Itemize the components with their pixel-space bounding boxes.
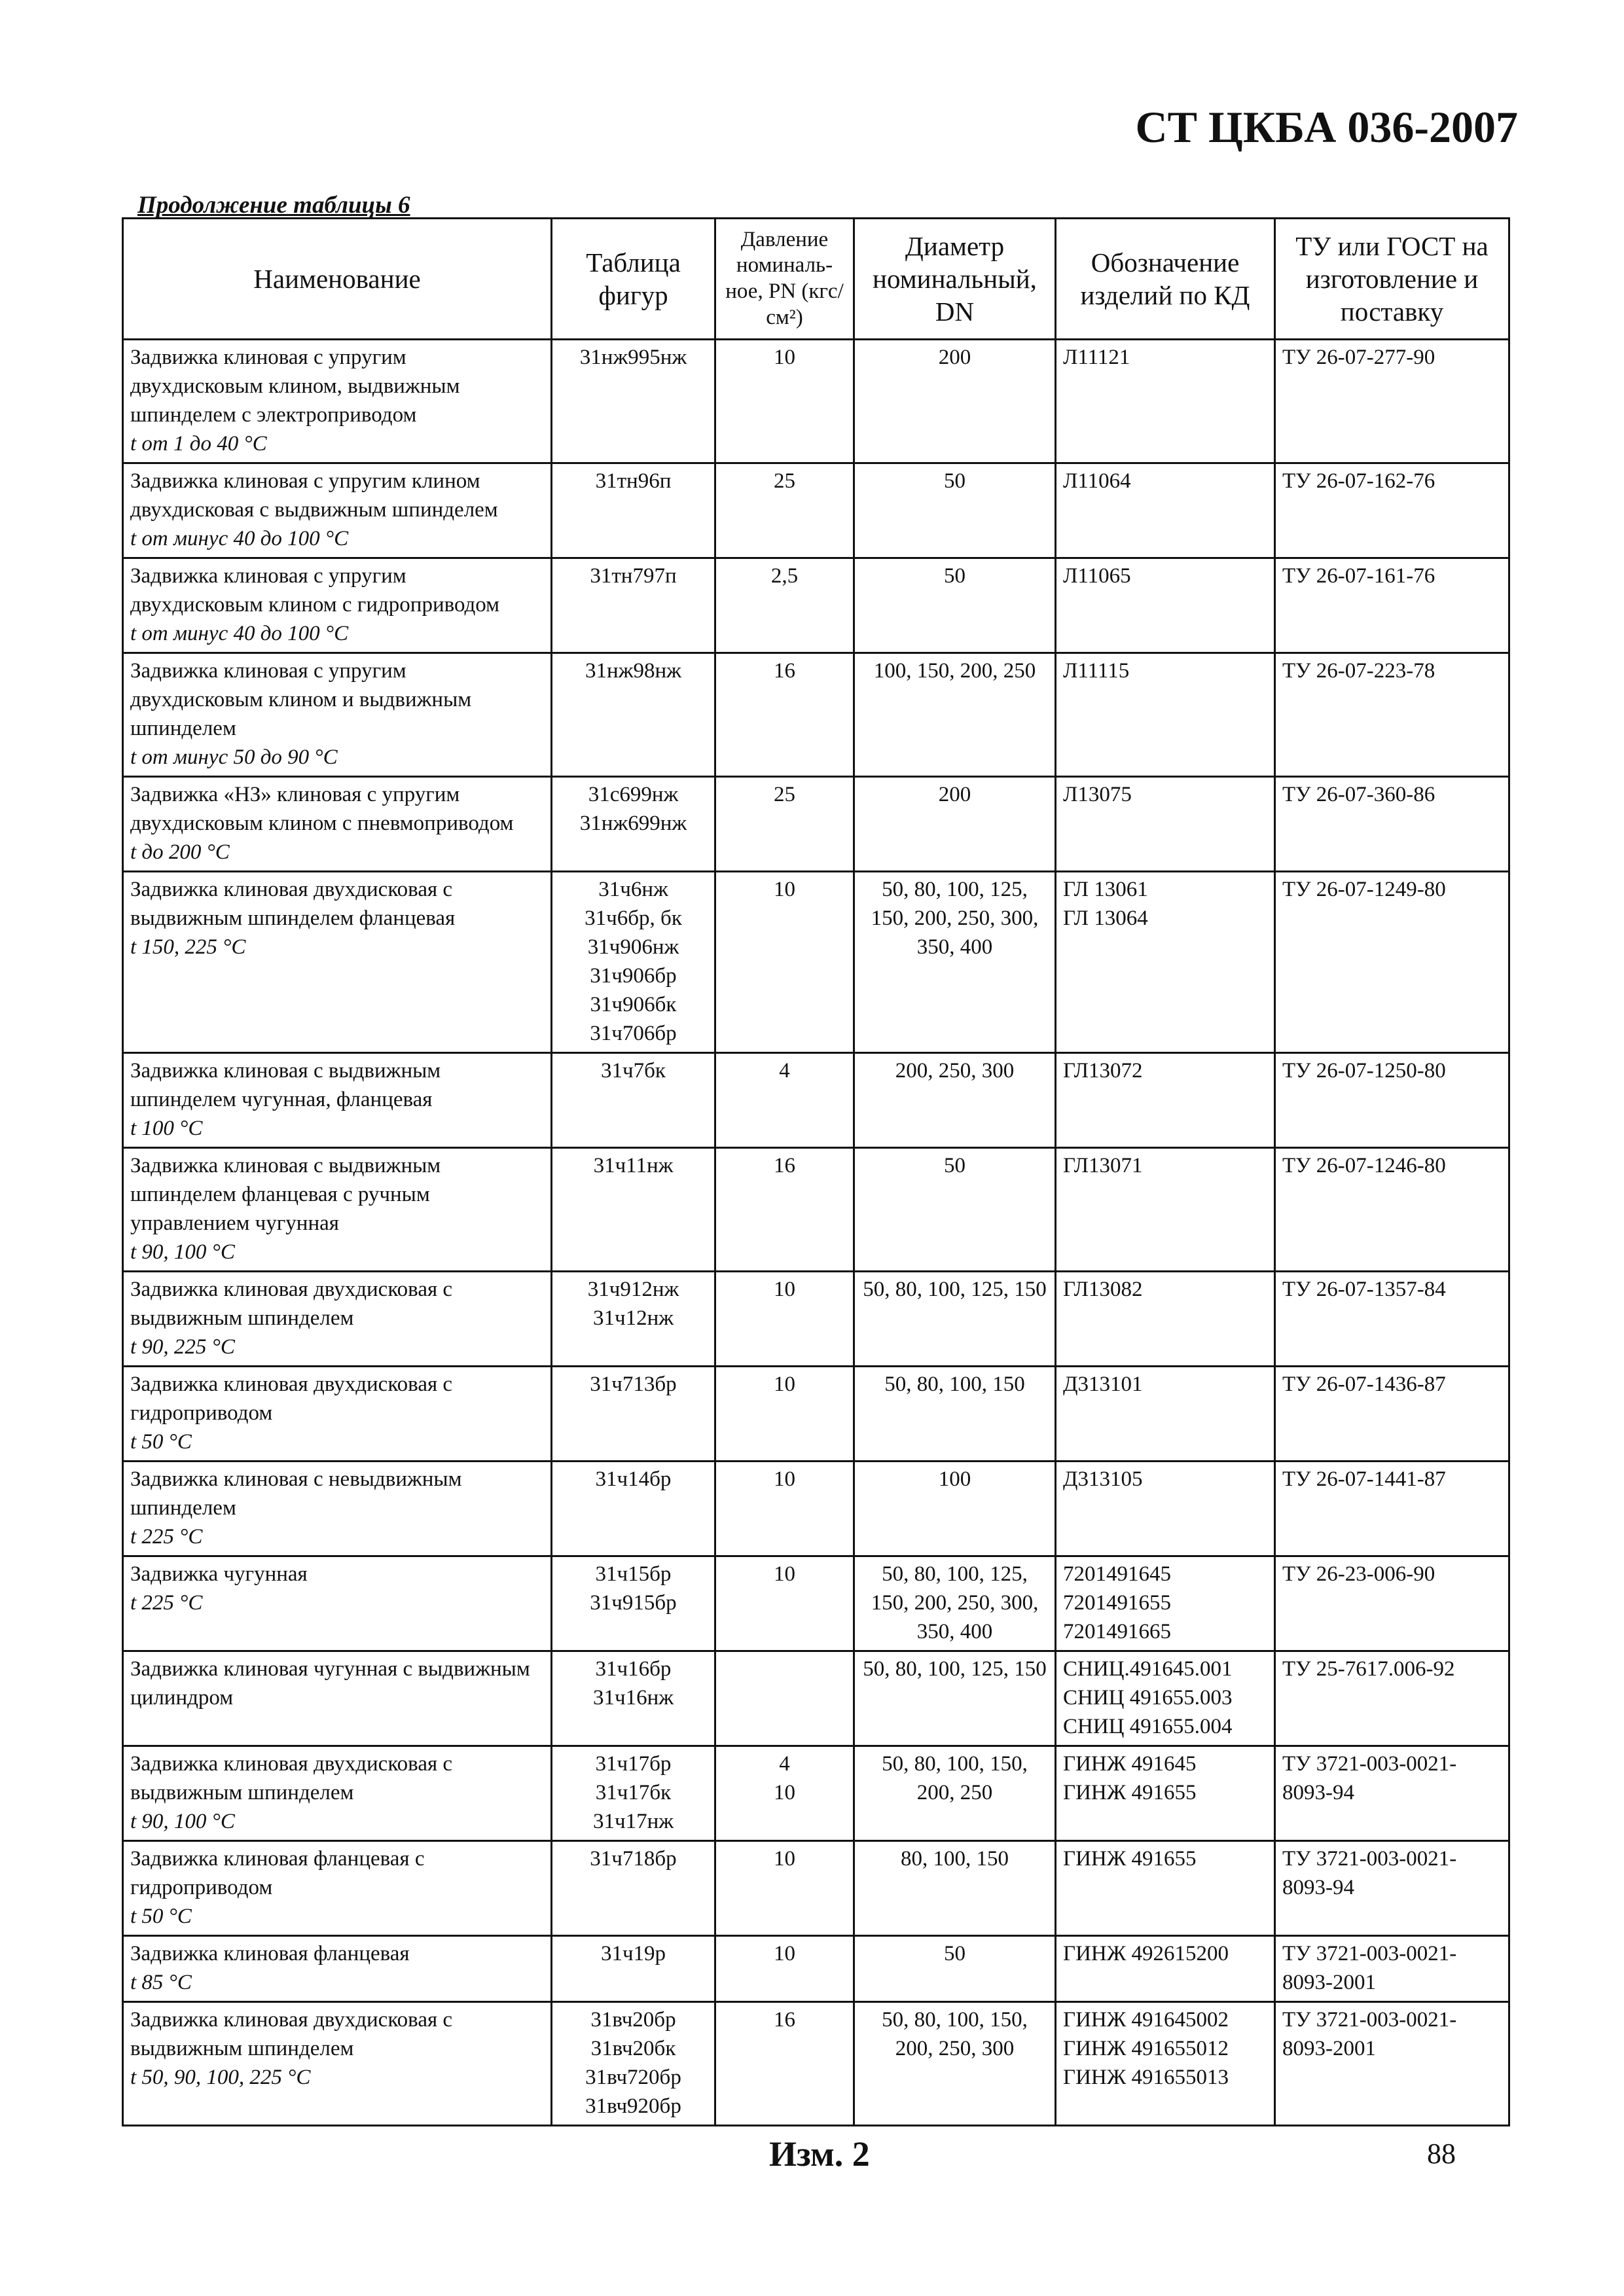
valve-name: Задвижка клиновая двухдисковая с гидроприводом — [130, 1372, 453, 1425]
cell-kd — [1056, 1148, 1275, 1272]
valve-name: Задвижка клиновая фланцевая — [130, 1942, 410, 1965]
cell-pressure-line: 10 — [774, 878, 795, 901]
table-body — [123, 340, 1509, 2126]
cell-name — [123, 1936, 552, 2002]
cell-figures-line: 31ч17бр — [595, 1752, 672, 1776]
cell-pressure — [715, 777, 854, 872]
table-row — [123, 653, 1509, 777]
cell-name — [123, 1053, 552, 1148]
temperature-range: t 50, 90, 100, 225 °С — [130, 2066, 311, 2089]
cell-kd-line: ГИНЖ 491655013 — [1063, 2066, 1229, 2089]
cell-figures-line: 31ч19р — [600, 1942, 666, 1965]
col-header-kd: Обозначение изделий по КД — [1056, 219, 1275, 340]
cell-pressure-line: 10 — [774, 346, 795, 369]
cell-figures-line: 31ч706бр — [590, 1022, 677, 1045]
cell-kd-line: Д313101 — [1063, 1372, 1143, 1396]
cell-kd-line: Л13075 — [1063, 783, 1132, 806]
cell-diameter: 50, 80, 100, 150, 200, 250, 300 — [854, 2002, 1056, 2126]
valve-name: Задвижка чугунная — [130, 1562, 308, 1586]
valve-name: Задвижка клиновая двухдисковая с выдвижным шпинделем фланцевая — [130, 878, 456, 930]
cell-kd-line: Л11121 — [1063, 346, 1130, 369]
valve-name: Задвижка клиновая с упругим двухдисковым клином и выдвижным шпинделем — [130, 659, 472, 740]
cell-kd-line: 7201491645 — [1063, 1562, 1171, 1586]
temperature-range: t 50 °С — [130, 1430, 192, 1454]
cell-figures-line: 31ч14бр — [595, 1467, 672, 1491]
table-row — [123, 1746, 1509, 1841]
cell-figures-line: 31вч20бр — [590, 2008, 676, 2032]
cell-pressure — [715, 1841, 854, 1936]
valve-name: Задвижка «НЗ» клиновая с упругим двухдисковым клином с пневмоприводом — [130, 783, 514, 835]
temperature-range: t 50 °С — [130, 1905, 192, 1928]
cell-diameter: 50 — [854, 1148, 1056, 1272]
cell-pressure — [715, 1462, 854, 1556]
cell-standard: ТУ 26-07-1441-87 — [1275, 1462, 1509, 1556]
cell-kd — [1056, 1053, 1275, 1148]
valve-name: Задвижка клиновая чугунная с выдвижным цилиндром — [130, 1657, 530, 1710]
cell-kd — [1056, 1746, 1275, 1841]
cell-pressure — [715, 1367, 854, 1462]
cell-pressure — [715, 1053, 854, 1148]
cell-kd-line: ГИНЖ 491655 — [1063, 1781, 1197, 1804]
cell-kd-line: 7201491655 — [1063, 1591, 1171, 1615]
cell-kd-line: ГИНЖ 491645 — [1063, 1752, 1197, 1776]
cell-figures-line: 31ч6нж — [598, 878, 668, 901]
cell-diameter: 200 — [854, 340, 1056, 463]
cell-kd-line: ГИНЖ 491655012 — [1063, 2037, 1229, 2060]
cell-figures-line: 31ч906бр — [590, 964, 677, 988]
cell-figures-line: 31вч920бр — [585, 2094, 681, 2118]
valve-name: Задвижка клиновая с упругим двухдисковым клином с гидроприводом — [130, 564, 500, 617]
col-header-standard: ТУ или ГОСТ на изготовление и поставку — [1275, 219, 1509, 340]
cell-name — [123, 872, 552, 1053]
cell-pressure-line: 10 — [774, 1847, 795, 1871]
cell-name — [123, 2002, 552, 2126]
cell-pressure — [715, 1651, 854, 1746]
valve-name: Задвижка клиновая с упругим клином двухдисковая с выдвижным шпинделем — [130, 469, 498, 522]
cell-figures — [552, 1841, 715, 1936]
cell-pressure — [715, 1556, 854, 1651]
cell-kd-line: СНИЦ 491655.004 — [1063, 1715, 1233, 1738]
table-row — [123, 1556, 1509, 1651]
cell-diameter: 50 — [854, 463, 1056, 558]
cell-kd — [1056, 558, 1275, 653]
cell-pressure-line: 4 — [779, 1752, 790, 1776]
cell-standard: ТУ 26-07-1436-87 — [1275, 1367, 1509, 1462]
cell-standard: ТУ 26-07-1249-80 — [1275, 872, 1509, 1053]
col-header-pressure: Давление номиналь-ное, PN (кгс/см²) — [715, 219, 854, 340]
temperature-range: t 90, 225 °С — [130, 1335, 235, 1359]
table-continuation-caption: Продолжение таблицы 6 — [137, 192, 410, 219]
table-row — [123, 1148, 1509, 1272]
table-row — [123, 1367, 1509, 1462]
cell-name — [123, 777, 552, 872]
cell-diameter: 50 — [854, 558, 1056, 653]
temperature-range: t 225 °С — [130, 1525, 203, 1549]
cell-figures — [552, 1367, 715, 1462]
cell-pressure-line: 10 — [774, 1372, 795, 1396]
cell-figures-line: 31ч6бр, бк — [585, 906, 682, 930]
temperature-range: t 150, 225 °С — [130, 935, 246, 959]
valve-name: Задвижка клиновая двухдисковая с выдвижным шпинделем — [130, 1752, 453, 1804]
cell-figures — [552, 340, 715, 463]
cell-figures — [552, 463, 715, 558]
revision-label: Изм. 2 — [769, 2134, 870, 2174]
cell-pressure — [715, 558, 854, 653]
cell-kd-line: 7201491665 — [1063, 1620, 1171, 1643]
cell-kd-line: СНИЦ.491645.001 — [1063, 1657, 1233, 1681]
cell-kd — [1056, 777, 1275, 872]
cell-kd-line: Л11065 — [1063, 564, 1131, 588]
cell-figures — [552, 1556, 715, 1651]
temperature-range: t 100 °С — [130, 1117, 203, 1140]
cell-figures-line: 31ч7бк — [601, 1059, 666, 1083]
cell-figures-line: 31с699нж — [588, 783, 679, 806]
temperature-range: t от минус 50 до 90 °С — [130, 745, 338, 769]
valve-name: Задвижка клиновая двухдисковая с выдвижным шпинделем — [130, 2008, 453, 2060]
cell-kd-line: ГЛ13072 — [1063, 1059, 1143, 1083]
cell-kd-line: ГЛ13082 — [1063, 1278, 1143, 1301]
cell-figures — [552, 653, 715, 777]
cell-figures-line: 31вч720бр — [585, 2066, 681, 2089]
cell-pressure — [715, 2002, 854, 2126]
cell-figures — [552, 1272, 715, 1367]
cell-pressure-line: 25 — [774, 469, 795, 493]
cell-kd — [1056, 653, 1275, 777]
cell-pressure — [715, 1746, 854, 1841]
cell-pressure-line: 10 — [774, 1942, 795, 1965]
cell-figures-line: 31ч17бк — [595, 1781, 672, 1804]
cell-name — [123, 653, 552, 777]
cell-standard: ТУ 3721-003-0021-8093-2001 — [1275, 2002, 1509, 2126]
cell-standard: ТУ 26-07-1250-80 — [1275, 1053, 1509, 1148]
temperature-range: t 225 °С — [130, 1591, 203, 1615]
cell-pressure — [715, 872, 854, 1053]
table-row — [123, 872, 1509, 1053]
cell-figures-line: 31ч16нж — [592, 1686, 674, 1710]
cell-pressure — [715, 463, 854, 558]
cell-pressure-line: 10 — [774, 1781, 795, 1804]
table-row — [123, 463, 1509, 558]
cell-pressure-line: 16 — [774, 2008, 795, 2032]
cell-standard: ТУ 3721-003-0021-8093-2001 — [1275, 1936, 1509, 2002]
cell-diameter: 200 — [854, 777, 1056, 872]
cell-diameter: 100, 150, 200, 250 — [854, 653, 1056, 777]
temperature-range: t 90, 100 °С — [130, 1240, 235, 1264]
cell-name — [123, 1148, 552, 1272]
table-row — [123, 1053, 1509, 1148]
cell-standard: ТУ 3721-003-0021-8093-94 — [1275, 1841, 1509, 1936]
cell-figures — [552, 777, 715, 872]
cell-kd-line: ГИНЖ 491655 — [1063, 1847, 1197, 1871]
cell-figures-line: 31ч12нж — [592, 1306, 674, 1330]
cell-pressure-line: 2,5 — [770, 564, 799, 588]
cell-standard: ТУ 26-07-1357-84 — [1275, 1272, 1509, 1367]
temperature-range: t от минус 40 до 100 °С — [130, 527, 349, 550]
cell-figures-line: 31ч15бр — [595, 1562, 672, 1586]
temperature-range: t от минус 40 до 100 °С — [130, 622, 349, 645]
cell-figures-line: 31ч16бр — [595, 1657, 672, 1681]
cell-figures — [552, 1053, 715, 1148]
cell-kd — [1056, 463, 1275, 558]
cell-figures-line: 31нж98нж — [585, 659, 681, 683]
cell-pressure — [715, 1148, 854, 1272]
cell-figures-line: 31вч20бк — [590, 2037, 676, 2060]
cell-kd — [1056, 1367, 1275, 1462]
cell-figures — [552, 872, 715, 1053]
cell-pressure-line: 4 — [779, 1059, 790, 1083]
valve-name: Задвижка клиновая с упругим двухдисковым клином, выдвижным шпинделем с электроприводом — [130, 346, 460, 427]
table-row — [123, 1841, 1509, 1936]
col-header-name: Наименование — [123, 219, 552, 340]
cell-figures — [552, 1651, 715, 1746]
cell-diameter: 50, 80, 100, 150, 200, 250 — [854, 1746, 1056, 1841]
cell-diameter: 50, 80, 100, 125, 150, 200, 250, 300, 350, 400 — [854, 872, 1056, 1053]
valve-name: Задвижка клиновая с невыдвижным шпинделем — [130, 1467, 462, 1520]
page-number: 88 — [1427, 2138, 1456, 2170]
table-row — [123, 1462, 1509, 1556]
cell-kd-line: СНИЦ 491655.003 — [1063, 1686, 1233, 1710]
col-header-diameter: Диаметр номинальный, DN — [854, 219, 1056, 340]
valve-name: Задвижка клиновая фланцевая с гидроприводом — [130, 1847, 425, 1899]
cell-name — [123, 1272, 552, 1367]
cell-kd-line: ГЛ 13061 — [1063, 878, 1148, 901]
cell-standard: ТУ 26-07-277-90 — [1275, 340, 1509, 463]
col-header-figures: Таблица фигур — [552, 219, 715, 340]
cell-pressure-line: 25 — [774, 783, 795, 806]
cell-figures — [552, 1746, 715, 1841]
cell-kd-line: ГИНЖ 491645002 — [1063, 2008, 1229, 2032]
cell-figures-line: 31ч906нж — [587, 935, 679, 959]
cell-pressure — [715, 340, 854, 463]
cell-diameter: 50, 80, 100, 125, 150 — [854, 1651, 1056, 1746]
cell-kd — [1056, 340, 1275, 463]
cell-pressure — [715, 1272, 854, 1367]
cell-kd — [1056, 1462, 1275, 1556]
cell-standard: ТУ 25-7617.006-92 — [1275, 1651, 1509, 1746]
cell-figures-line: 31ч11нж — [593, 1154, 674, 1177]
cell-pressure-line: 16 — [774, 659, 795, 683]
cell-name — [123, 1746, 552, 1841]
temperature-range: t до 200 °С — [130, 840, 230, 864]
cell-pressure-line: 10 — [774, 1278, 795, 1301]
document-code: СТ ЦКБА 036-2007 — [1135, 102, 1518, 152]
table-row — [123, 2002, 1509, 2126]
cell-name — [123, 1841, 552, 1936]
cell-kd-line: ГЛ 13064 — [1063, 906, 1148, 930]
cell-figures-line: 31ч906бк — [590, 993, 677, 1016]
cell-standard: ТУ 26-07-162-76 — [1275, 463, 1509, 558]
cell-figures-line: 31нж995нж — [579, 346, 687, 369]
cell-figures — [552, 1936, 715, 2002]
cell-name — [123, 1651, 552, 1746]
cell-diameter: 100 — [854, 1462, 1056, 1556]
table-row — [123, 1936, 1509, 2002]
table-row — [123, 558, 1509, 653]
cell-standard: ТУ 3721-003-0021-8093-94 — [1275, 1746, 1509, 1841]
cell-diameter: 80, 100, 150 — [854, 1841, 1056, 1936]
cell-figures — [552, 2002, 715, 2126]
cell-name — [123, 1367, 552, 1462]
cell-figures-line: 31тн797п — [590, 564, 677, 588]
cell-kd-line: Д313105 — [1063, 1467, 1143, 1491]
valve-name: Задвижка клиновая с выдвижным шпинделем чугунная, фланцевая — [130, 1059, 441, 1111]
cell-standard: ТУ 26-07-1246-80 — [1275, 1148, 1509, 1272]
cell-kd-line: Л11064 — [1063, 469, 1131, 493]
cell-diameter: 50, 80, 100, 125, 150, 200, 250, 300, 350, 400 — [854, 1556, 1056, 1651]
table-header-row — [123, 219, 1509, 340]
cell-name — [123, 1462, 552, 1556]
cell-figures — [552, 1148, 715, 1272]
cell-name — [123, 340, 552, 463]
cell-kd — [1056, 1651, 1275, 1746]
cell-diameter: 50 — [854, 1936, 1056, 2002]
cell-figures-line: 31ч915бр — [590, 1591, 677, 1615]
table-row — [123, 1272, 1509, 1367]
cell-kd — [1056, 872, 1275, 1053]
table-row — [123, 777, 1509, 872]
valve-name: Задвижка клиновая двухдисковая с выдвижным шпинделем — [130, 1278, 453, 1330]
cell-figures-line: 31ч718бр — [590, 1847, 677, 1871]
cell-figures-line: 31ч912нж — [587, 1278, 679, 1301]
cell-kd-line: ГЛ13071 — [1063, 1154, 1143, 1177]
cell-kd — [1056, 1556, 1275, 1651]
cell-kd-line: Л11115 — [1063, 659, 1130, 683]
cell-pressure — [715, 653, 854, 777]
valve-name: Задвижка клиновая с выдвижным шпинделем фланцевая с ручным управлением чугунная — [130, 1154, 441, 1235]
cell-pressure — [715, 1936, 854, 2002]
cell-diameter: 200, 250, 300 — [854, 1053, 1056, 1148]
cell-standard: ТУ 26-23-006-90 — [1275, 1556, 1509, 1651]
cell-figures-line: 31ч713бр — [590, 1372, 677, 1396]
temperature-range: t от 1 до 40 °С — [130, 432, 267, 456]
table-row — [123, 1651, 1509, 1746]
cell-standard: ТУ 26-07-223-78 — [1275, 653, 1509, 777]
cell-kd — [1056, 1841, 1275, 1936]
cell-name — [123, 1556, 552, 1651]
cell-standard: ТУ 26-07-161-76 — [1275, 558, 1509, 653]
cell-standard: ТУ 26-07-360-86 — [1275, 777, 1509, 872]
cell-figures — [552, 1462, 715, 1556]
cell-kd — [1056, 1272, 1275, 1367]
temperature-range: t 85 °С — [130, 1971, 192, 1994]
cell-pressure-line: 16 — [774, 1154, 795, 1177]
cell-name — [123, 463, 552, 558]
cell-diameter: 50, 80, 100, 125, 150 — [854, 1272, 1056, 1367]
valve-spec-table — [122, 217, 1510, 2126]
cell-figures-line: 31нж699нж — [579, 812, 687, 835]
cell-pressure-line: 10 — [774, 1562, 795, 1586]
cell-diameter: 50, 80, 100, 150 — [854, 1367, 1056, 1462]
cell-figures-line: 31ч17нж — [592, 1810, 674, 1833]
cell-kd — [1056, 1936, 1275, 2002]
table-row — [123, 340, 1509, 463]
cell-pressure-line: 10 — [774, 1467, 795, 1491]
cell-kd — [1056, 2002, 1275, 2126]
cell-figures — [552, 558, 715, 653]
cell-figures-line: 31тн96п — [595, 469, 672, 493]
temperature-range: t 90, 100 °С — [130, 1810, 235, 1833]
cell-kd-line: ГИНЖ 492615200 — [1063, 1942, 1229, 1965]
cell-name — [123, 558, 552, 653]
